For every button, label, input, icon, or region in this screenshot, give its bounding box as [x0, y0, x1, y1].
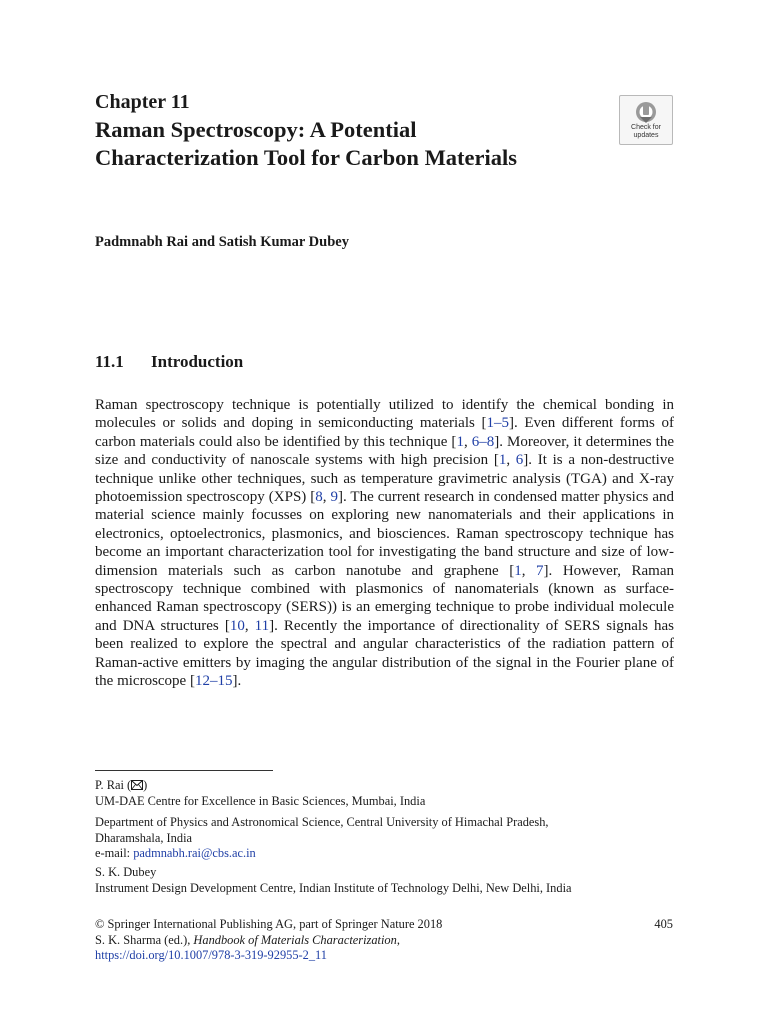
paragraph-text: ,	[463, 433, 472, 450]
footnote-rai-affiliation-1: UM-DAE Centre for Excellence in Basic Sciences, Mumbai, India	[95, 793, 426, 808]
paragraph-text: ]. Moreover, it determines the size and conductivity of nanoscale systems with high precision [	[95, 433, 674, 469]
check-for-updates-badge[interactable]	[619, 95, 673, 145]
footnote-rai-affiliation-2-line-1: Department of Physics and Astronomical Science, Central University of Himachal Pradesh,	[95, 815, 549, 830]
footnote-dubey	[95, 865, 675, 896]
citation-ref[interactable]: 7	[536, 562, 544, 579]
copyright-line: © Springer International Publishing AG, part of Springer Nature 2018	[95, 917, 443, 931]
citation-ref[interactable]: 6–8	[471, 433, 495, 450]
page-number: 405	[654, 917, 673, 931]
email-link[interactable]: padmnabh.rai@cbs.ac.in	[133, 846, 256, 861]
email-label: e-mail:	[95, 846, 134, 861]
chapter-title: Raman Spectroscopy: A Potential Characterization Tool for Carbon Materials	[95, 117, 518, 170]
footnote-rai-email-line	[95, 846, 675, 862]
citation-ref[interactable]: 1	[456, 433, 464, 450]
paragraph-text: ].	[232, 673, 242, 690]
authors: Padmnabh Rai and Satish Kumar Dubey	[95, 234, 349, 250]
footnote-rai-name-close: )	[143, 778, 148, 792]
paragraph-text: ,	[244, 617, 255, 634]
citation-ref[interactable]: 9	[330, 489, 338, 506]
citation-ref[interactable]: 10	[229, 617, 245, 634]
book-title: Handbook of Materials Characterization	[193, 932, 397, 947]
footnote-dubey-affiliation: Instrument Design Development Centre, Indian Institute of Technology Delhi, New Delhi, India	[95, 880, 572, 895]
copyright-block	[95, 917, 675, 964]
check-for-updates-icon	[633, 100, 659, 124]
paragraph-text: ]. Even different forms of carbon materials could also be identified by this technique [	[95, 415, 675, 450]
citation-ref[interactable]: 6	[515, 452, 524, 469]
paragraph-text: ]. However, Raman spectroscopy technique combined with plasmonics of nanomaterials (known as surface-enhanced Raman spectroscopy (SERS)) is an emerging technique to probe individual molecule and DNA structures [	[95, 562, 674, 634]
citation-ref[interactable]: 8	[315, 489, 323, 506]
badge-line-2: updates	[633, 132, 659, 139]
paragraph-text: ,	[322, 489, 331, 506]
section-title: Introduction	[151, 352, 244, 371]
citation-ref[interactable]: 1	[498, 452, 507, 469]
chapter-label: Chapter 11	[95, 91, 190, 113]
paragraph-text: ]. Recently the importance of directionality of SERS signals has been realized to explore the spectral and angular characteristics of the radiation pattern of Raman-active emitters by imaging the angular distribution of the signal in the Fourier plane of the microscope [	[95, 617, 674, 690]
paragraph-text: ,	[506, 452, 516, 469]
section-heading	[95, 351, 243, 373]
paragraph-text: ]. The current research in condensed matter physics and material science mainly focusses on exploring new nanomaterials and their applications in electronics, optoelectronics, plasmonics, and biosciences. Raman spectroscopy technique has become an important characterization tool for investigating the band structure and size of low-dimension materials such as carbon nanotube and graphene [	[95, 489, 674, 579]
footnote-dubey-name: S. K. Dubey	[95, 865, 157, 879]
book-suffix: ,	[396, 932, 400, 947]
citation-ref[interactable]: 12–15	[194, 673, 233, 690]
footnote-divider	[95, 770, 273, 771]
paragraph-text: ]. It is a non-destructive technique unlike other techniques, such as temperature gravimetric analysis (TGA) and X-ray photoemission spectroscopy (XPS) [	[95, 452, 674, 506]
citation-ref[interactable]: 1–5	[486, 415, 509, 432]
footnote-rai-name: P. Rai (	[95, 778, 132, 792]
badge-line-1: Check for	[631, 124, 661, 131]
introduction-paragraph	[95, 396, 674, 691]
citation-ref[interactable]: 11	[254, 617, 270, 634]
book-citation	[95, 933, 675, 949]
footnote-rai-name-line	[95, 778, 675, 794]
paragraph-text: Raman spectroscopy technique is potentially utilized to identify the chemical bonding in molecules or solids and doping in semiconducting materials [	[95, 397, 674, 432]
footnote-rai-affiliation-2-line-2: Dharamshala, India	[95, 830, 193, 845]
editor-prefix: S. K. Sharma (ed.),	[95, 932, 194, 947]
envelope-icon	[131, 780, 143, 790]
section-number: 11.1	[95, 352, 124, 371]
paragraph-text: ,	[521, 562, 537, 579]
footnote-rai	[95, 778, 675, 862]
doi-link[interactable]: https://doi.org/10.1007/978-3-319-92955-2_11	[95, 948, 327, 963]
citation-ref[interactable]: 1	[514, 562, 522, 579]
